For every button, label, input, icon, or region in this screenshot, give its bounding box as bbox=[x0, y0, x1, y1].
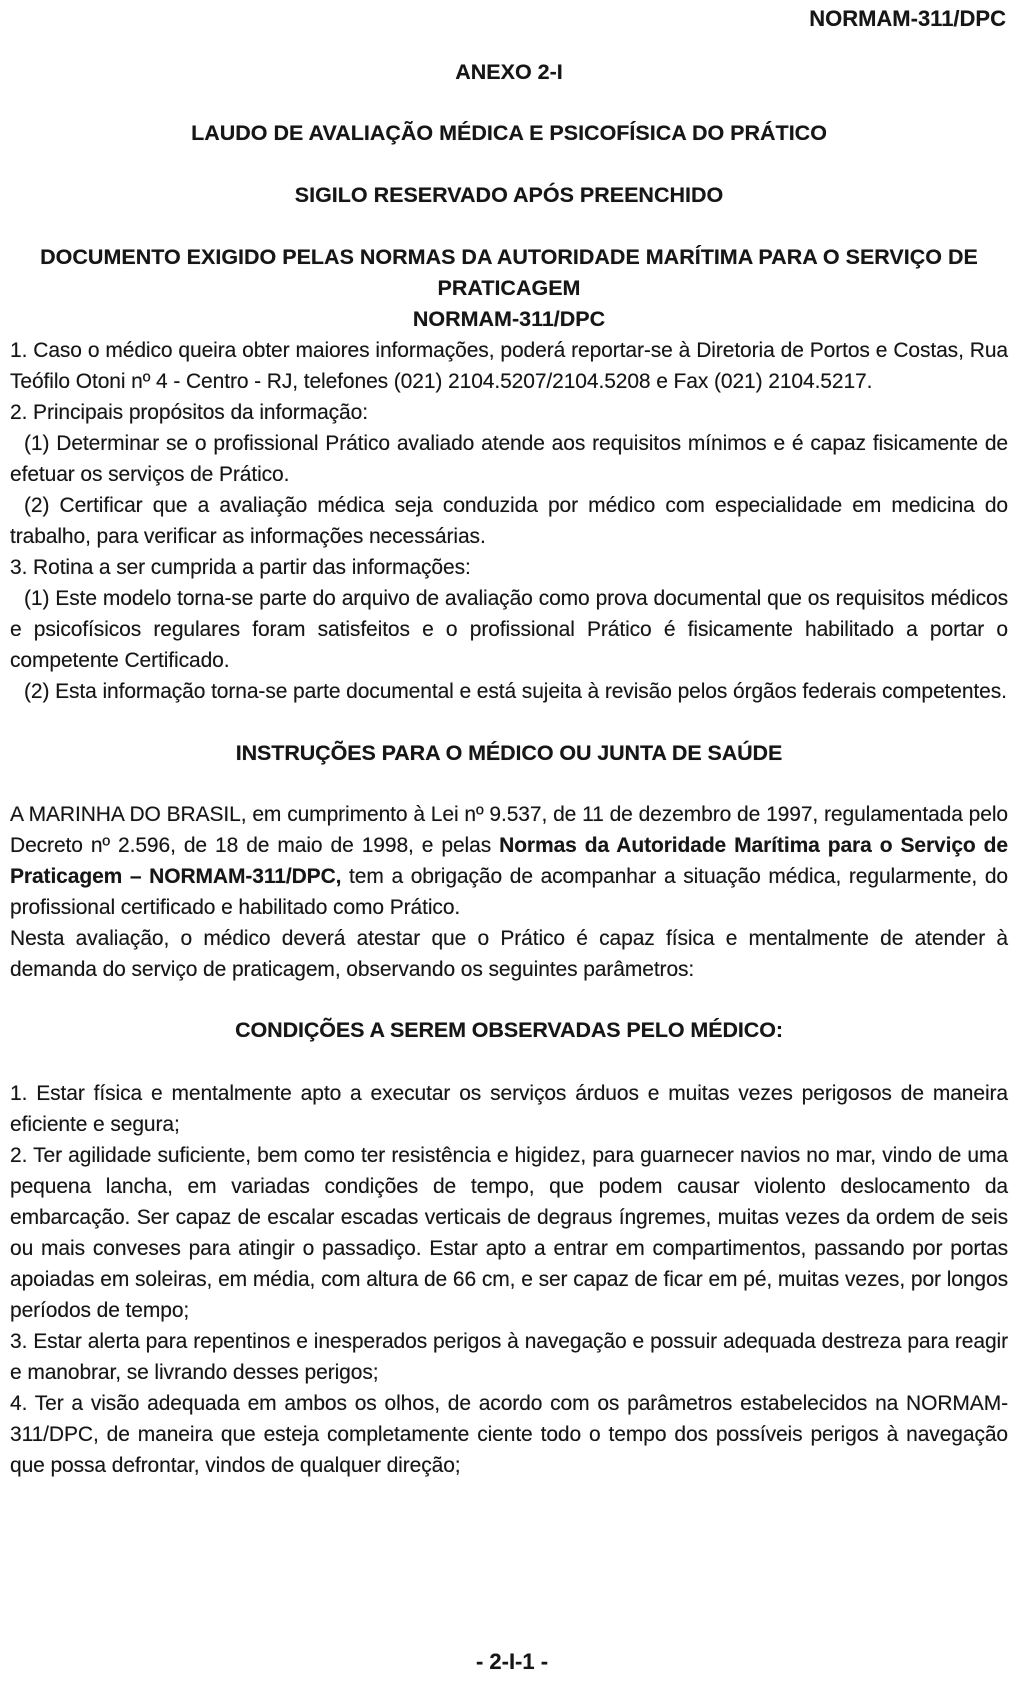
requirement-statement bbox=[10, 242, 1008, 335]
intro-item-2-sub-1: (1) Determinar se o profissional Prático avaliado atende aos requisitos mínimos e é capaz fisicamente de efetuar os serviços de Prático. bbox=[10, 432, 1008, 486]
norm-reference-header: NORMAM-311/DPC bbox=[809, 6, 1006, 31]
instructions-heading: INSTRUÇÕES PARA O MÉDICO OU JUNTA DE SAÚDE bbox=[235, 741, 783, 765]
intro-item-3-sub-2: (2) Esta informação torna-se parte documental e está sujeita à revisão pelos órgãos federais competentes. bbox=[24, 680, 1007, 703]
page-number-footer: - 2-I-1 - bbox=[475, 1649, 549, 1674]
instructions-paragraph-1-text-after: tem a obrigação de acompanhar a situação médica, regularmente, do profissional certificado e habilitado como Prático. bbox=[10, 865, 1008, 919]
conditions-heading: CONDIÇÕES A SEREM OBSERVADAS PELO MÉDICO: bbox=[235, 1018, 783, 1042]
instructions-paragraph-1 bbox=[10, 799, 1008, 923]
document-title: LAUDO DE AVALIAÇÃO MÉDICA E PSICOFÍSICA DO PRÁTICO bbox=[191, 121, 827, 145]
document-body bbox=[10, 335, 1008, 1481]
intro-item-3-sub-1: (1) Este modelo torna-se parte do arquivo de avaliação como prova documental que os requisitos médicos e psicofísicos regulares foram satisfeitos e o profissional Prático é fisicamente habilitado a portar o competente Certificado. bbox=[10, 587, 1008, 672]
annex-title: ANEXO 2-I bbox=[455, 60, 563, 84]
requirement-statement-line1: DOCUMENTO EXIGIDO PELAS NORMAS DA AUTORIDADE MARÍTIMA PARA O SERVIÇO DE bbox=[40, 245, 978, 269]
intro-item-2: 2. Principais propósitos da informação: bbox=[10, 401, 368, 424]
norm-reference-center: NORMAM-311/DPC bbox=[412, 307, 606, 331]
condition-item-3: 3. Estar alerta para repentinos e inesperados perigos à navegação e possuir adequada destreza para reagir e manobrar, se livrando desses perigos; bbox=[10, 1330, 1008, 1384]
condition-item-1: 1. Estar física e mentalmente apto a executar os serviços árduos e muitas vezes perigosos de maneira eficiente e segura; bbox=[10, 1082, 1008, 1136]
intro-item-3: 3. Rotina a ser cumprida a partir das informações: bbox=[10, 556, 471, 579]
condition-item-2: 2. Ter agilidade suficiente, bem como ter resistência e higidez, para guarnecer navios no mar, vindo de uma pequena lancha, em variadas condições de tempo, que podem causar violento deslocamento da embarcação. Ser capaz de escalar escadas verticais de degraus íngremes, muitas vezes da ordem de seis ou mais conveses para atingir o passadiço. Estar apto a entrar em compartimentos, passando por portas apoiadas em soleiras, em média, com altura de 66 cm, e ser capaz de ficar em pé, muitas vezes, por longos períodos de tempo; bbox=[10, 1144, 1008, 1322]
intro-item-1: 1. Caso o médico queira obter maiores informações, poderá reportar-se à Diretoria de Portos e Costas, Rua Teófilo Otoni nº 4 - Centro - RJ, telefones (021) 2104.5207/2104.5208 e Fax (021) 2104.5217. bbox=[10, 339, 1008, 393]
confidentiality-notice: SIGILO RESERVADO APÓS PREENCHIDO bbox=[294, 183, 724, 207]
condition-item-4: 4. Ter a visão adequada em ambos os olhos, de acordo com os parâmetros estabelecidos na NORMAM-311/DPC, de maneira que esteja completamente ciente todo o tempo dos possíveis perigos à navegação que possa defrontar, vindos de qualquer direção; bbox=[10, 1392, 1008, 1477]
norm-title-bold: Normas da Autoridade Marítima para o Serviço de Praticagem – NORMAM-311/DPC, bbox=[10, 834, 1008, 888]
intro-item-2-sub-2: (2) Certificar que a avaliação médica seja conduzida por médico com especialidade em medicina do trabalho, para verificar as informações necessárias. bbox=[10, 494, 1008, 548]
instructions-paragraph-1-text-before: A MARINHA DO BRASIL, em cumprimento à Lei nº 9.537, de 11 de dezembro de 1997, regulamentada pelo Decreto nº 2.596, de 18 de maio de 1998, e pelas bbox=[10, 803, 1008, 857]
requirement-statement-line2: PRATICAGEM bbox=[437, 276, 581, 300]
instructions-paragraph-2: Nesta avaliação, o médico deverá atestar que o Prático é capaz física e mentalmente de atender à demanda do serviço de praticagem, observando os seguintes parâmetros: bbox=[10, 927, 1008, 981]
